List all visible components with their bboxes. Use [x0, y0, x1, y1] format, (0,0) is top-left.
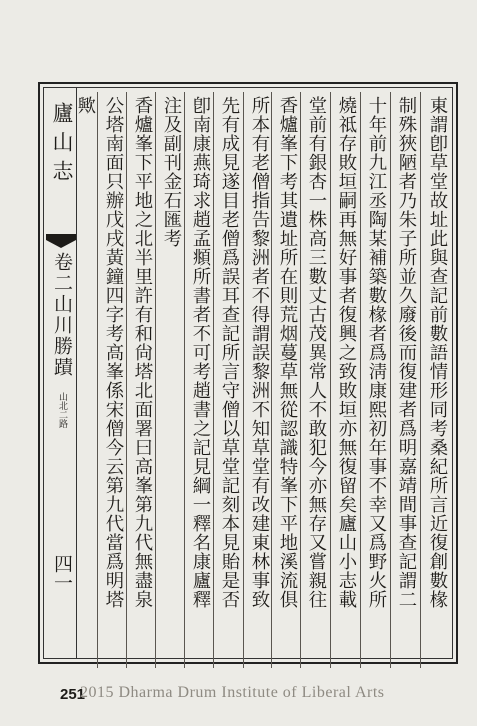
folio-number: 四一: [51, 554, 73, 592]
section-label: 山北二路: [57, 392, 67, 428]
text-column: 香爐峯下考其遺址所在則荒烟蔓草無從認識特峯下平地溪流俱: [277, 96, 298, 609]
page-frame: [38, 82, 458, 664]
text-column: 所本有老僧指告黎洲者不得謂誤黎洲不知草堂有改建東林事致: [249, 96, 270, 609]
watermark: 2015 Dharma Drum Institute of Liberal Arts: [80, 684, 385, 701]
page-frame-inner: [43, 87, 453, 659]
text-column: 香爐峯下平地之北半里許有和尙塔北面署曰高峯第九代無盡泉: [132, 96, 153, 609]
main-text-area: [75, 92, 448, 654]
text-column: 燒祗存敗垣嗣再無好事者復興之致敗垣亦無復留矣廬山小志載: [336, 96, 357, 609]
text-column: 歟: [75, 96, 96, 115]
text-column: 注及副刊金石匯考: [161, 96, 182, 248]
book-title: 廬山志: [50, 102, 74, 189]
text-column: 先有成見遂目老僧爲誤耳查記所言守僧以草堂記刻本見貽是否: [219, 96, 240, 609]
text-column: 十年前九江丞陶某補築數椽者爲淸康熙初年事不幸又爲野火所: [366, 96, 387, 609]
volume-title: 卷二山川勝蹟: [51, 252, 73, 378]
text-column: 堂前有銀杏一株高三數丈古茂異常人不敢犯今亦無存又嘗親往: [306, 96, 327, 609]
text-column: 制殊狹陋者乃朱子所並久廢後而復建者爲明嘉靖間事查記謂二: [396, 96, 417, 609]
text-column: 公塔南面只辦戊戌黃鐘四字考高峯係宋僧今云第九代當爲明塔: [103, 96, 124, 609]
text-column: 卽南康燕琦求趙孟頫所書者不可考趙書之記見綱一釋名康廬釋: [190, 96, 211, 609]
text-column: 東謂卽草堂故址此與查記前數語情形同考桑紀所言近復創數椽: [427, 96, 448, 609]
page-number: 251: [60, 686, 86, 703]
